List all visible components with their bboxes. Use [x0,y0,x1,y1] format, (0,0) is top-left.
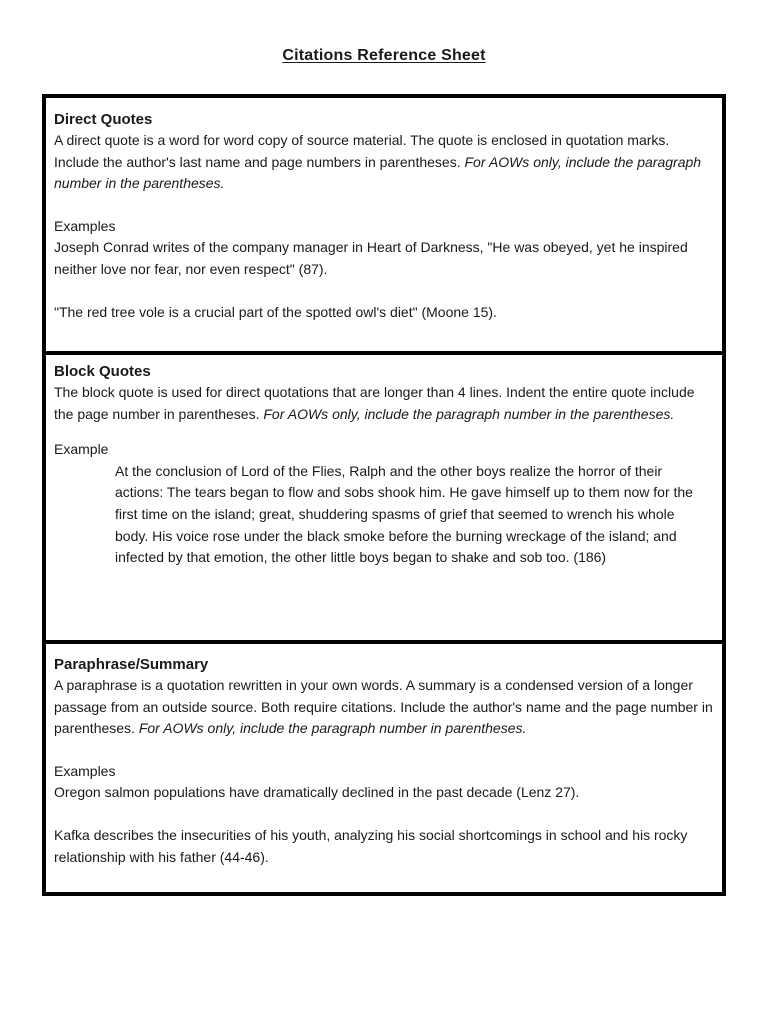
direct-quotes-description-text: A direct quote is a word for word copy of source material. The quote is enclosed in quotation marks. Include the author's last name and page numbers in parentheses. [54,132,670,170]
block-quotes-description [54,382,714,425]
block-quotes-heading: Block Quotes [54,363,151,380]
paraphrase-summary-aow-note: For AOWs only, include the paragraph number in parentheses. [138,720,527,737]
paraphrase-summary-examples-label: Examples [54,762,116,779]
paraphrase-summary-section [46,644,722,896]
direct-quotes-section [46,98,722,352]
direct-quotes-example-1: Joseph Conrad writes of the company manager in Heart of Darkness, "He was obeyed, yet he inspired neither love nor fear, nor even respect" (87). [54,239,688,277]
block-quotes-example-label: Example [54,441,109,458]
paraphrase-summary-example-1: Oregon salmon populations have dramatically declined in the past decade (Lenz 27). [54,784,580,801]
page-title: Citations Reference Sheet [282,47,486,64]
paraphrase-summary-example-2: Kafka describes the insecurities of his youth, analyzing his social shortcomings in school and his rocky relationship with his father (44-46). [54,826,688,865]
direct-quotes-examples-label: Examples [54,217,116,234]
paraphrase-summary-description [54,675,714,740]
direct-quotes-aow-note: For AOWs only, include the paragraph number in the parentheses. [54,153,702,192]
reference-table [42,94,726,896]
paraphrase-summary-heading: Paraphrase/Summary [54,656,209,673]
block-quotes-description-text: The block quote is used for direct quotations that are longer than 4 lines. Indent the entire quote include the page number in parentheses. [54,384,695,422]
paraphrase-summary-description-text: A paraphrase is a quotation rewritten in your own words. A summary is a condensed version of a longer passage from an outside source. Both require citations. Include the author's name and the page number in parentheses. [54,677,713,737]
block-quotes-aow-note: For AOWs only, include the paragraph number in the parentheses. [263,405,675,422]
block-quotes-example: At the conclusion of Lord of the Flies, Ralph and the other boys realize the horror of their actions: The tears began to flow and sobs shook him. He gave himself up to them now for the first time on the island; great, shuddering spasms of grief that seemed to wrench his whole body. His voice rose under the black smoke before the burning wreckage of the island; and infected by that emotion, the other little boys began to shake and sob too. (186) [115,462,693,566]
block-quotes-section [46,352,722,640]
direct-quotes-heading: Direct Quotes [54,111,153,128]
direct-quotes-example-2: "The red tree vole is a crucial part of the spotted owl's diet" (Moone 15). [54,303,497,320]
direct-quotes-description [54,130,714,195]
